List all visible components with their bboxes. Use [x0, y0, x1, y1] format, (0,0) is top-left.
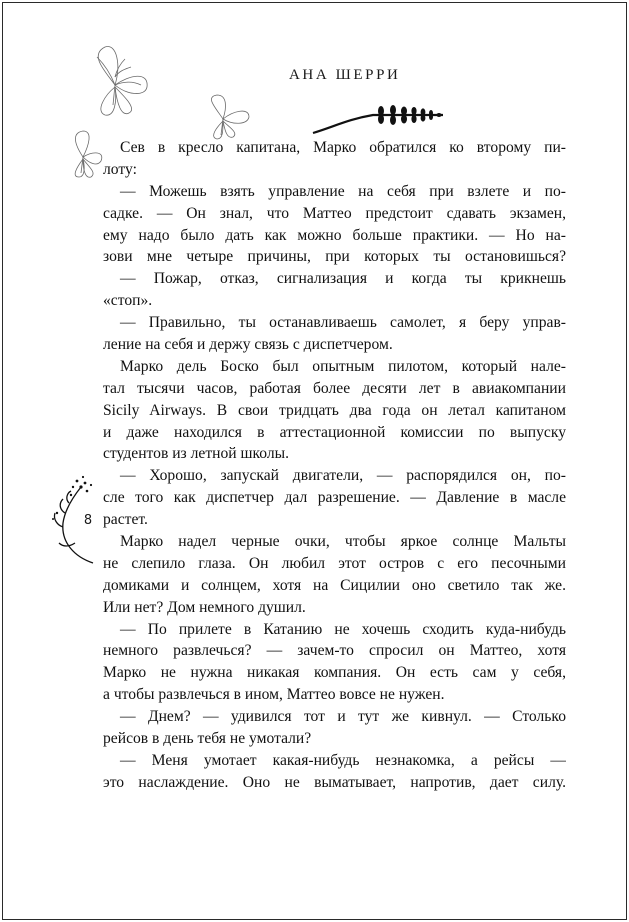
text-line: немного развлечься? — зачем-то спросил он Маттео, хотя — [103, 642, 566, 660]
text-line: не слепило глаза. Он любил этот остров с его песочными — [103, 554, 566, 572]
text-line: Марко не нужна никакая компания. Он есть сам у себя, — [103, 664, 566, 682]
text-line: студентов из летной школы. — [103, 445, 290, 463]
text-line: тал тысячи часов, работая более десяти лет в авиакомпании — [103, 379, 566, 397]
body-text — [103, 137, 566, 794]
text-line: — Можешь взять управление на себя при взлете и по- — [120, 182, 566, 200]
paragraph — [103, 706, 566, 750]
text-line: растет. — [103, 511, 148, 529]
page-wreath-icon — [47, 473, 107, 573]
butterfly-small-left-icon — [59, 127, 109, 183]
text-line: и даже находился в аттестационной комиссии по выпуску — [103, 423, 566, 441]
page-number: 8 — [83, 513, 93, 528]
paragraph — [103, 268, 566, 312]
text-line: Или нет? Дом немного душил. — [103, 598, 306, 616]
book-page — [2, 2, 627, 920]
text-line: домиками и солнцем, хотя на Сицилии оно светило так же. — [103, 576, 566, 594]
text-line: ему надо было дать как можно больше практики. — Но на- — [103, 226, 566, 244]
text-line: Марко дель Боско был опытным пилотом, который нале- — [120, 357, 566, 375]
text-line: Марко надел черные очки, чтобы яркое солнце Мальты — [120, 533, 566, 551]
text-line: это наслаждение. Оно не выматывает, напротив, дает силу. — [103, 773, 566, 791]
text-line: а чтобы развлечься в ином, Маттео вовсе не нужен. — [103, 686, 445, 704]
text-line: — Днем? — удивился тот и тут же кивнул. — Столько — [120, 708, 566, 726]
paragraph — [103, 750, 566, 794]
running-header-author: АНА ШЕРРИ — [289, 67, 401, 83]
text-line: Sicily Airways. В свои тридцать два года он летал капитаном — [103, 401, 566, 419]
text-line: Сев в кресло капитана, Марко обратился ко второму пи- — [120, 139, 566, 156]
paragraph — [103, 619, 566, 707]
text-line: рейсов в день тебя не умотали? — [103, 730, 312, 748]
paragraph — [103, 137, 566, 181]
paragraph — [103, 531, 566, 619]
text-line: «стоп». — [103, 292, 153, 310]
text-line: — По прилете в Катанию не хочешь сходить куда-нибудь — [120, 620, 566, 638]
paragraph — [103, 181, 566, 269]
text-line: садке. — Он знал, что Маттео предстоит сдавать экзамен, — [103, 204, 566, 222]
text-line: ление на себя и держу связь с диспетчером. — [103, 336, 393, 354]
paragraph — [103, 465, 566, 531]
text-line: — Пожар, отказ, сигнализация и когда ты крикнешь — [120, 270, 566, 288]
text-line: — Меня умотает какая-нибудь незнакомка, а рейсы — — [120, 751, 566, 769]
lavender-sprig-icon — [303, 99, 453, 135]
butterfly-header-icon — [193, 93, 255, 143]
paragraph — [103, 312, 566, 356]
text-line: лоту: — [103, 160, 137, 178]
text-line: — Правильно, ты останавливаешь самолет, я беру управ- — [120, 314, 566, 332]
paragraph — [103, 356, 566, 465]
text-line: — Хорошо, запускай двигатели, — распорядился он, по- — [120, 467, 566, 485]
text-line: сле того как диспетчер дал разрешение. — Давление в масле — [103, 489, 566, 507]
butterfly-large-icon — [75, 41, 155, 127]
text-line: зови мне четыре причины, при которых ты остановишься? — [103, 248, 566, 266]
